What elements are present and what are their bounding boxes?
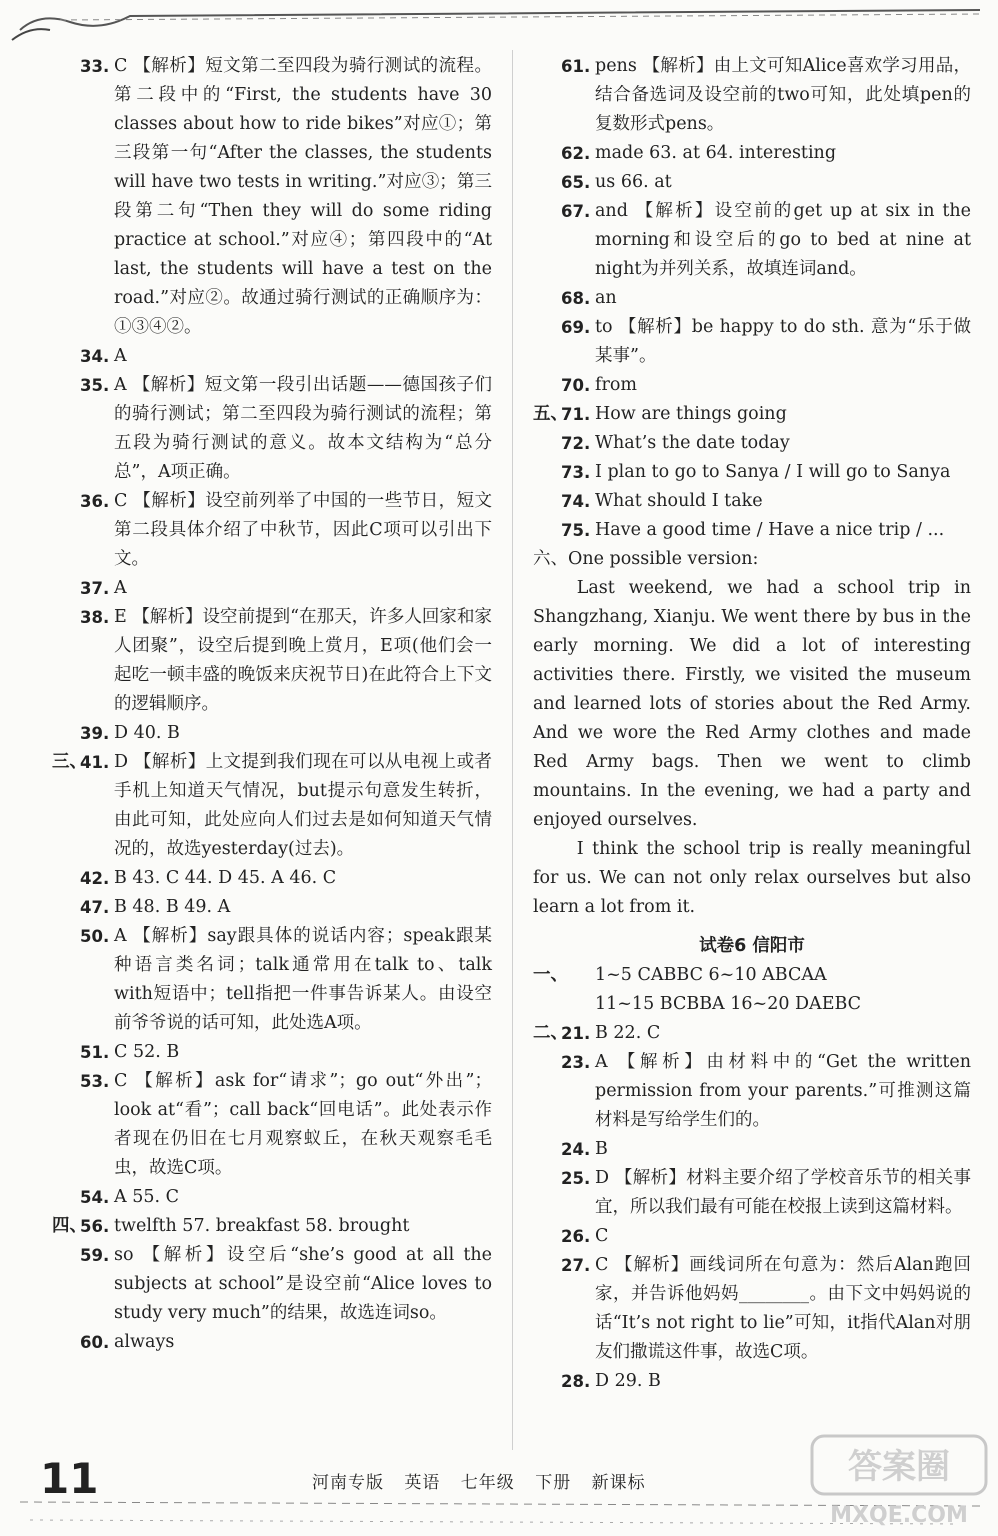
section-marker: 四、 [52, 1216, 87, 1236]
question-number: 72. [561, 434, 591, 453]
section-marker [52, 1241, 80, 1328]
question-number: 67. [561, 202, 591, 221]
answer-item [533, 1019, 971, 1048]
question-number: 51. [80, 1043, 110, 1062]
section-marker [52, 1038, 80, 1067]
section-marker [52, 893, 80, 922]
section-marker: 二、 [533, 1023, 568, 1043]
section-marker [52, 1067, 80, 1183]
question-number: 68. [561, 289, 591, 308]
section-marker [52, 342, 80, 371]
question-number: 28. [561, 1372, 591, 1391]
right-column [533, 52, 971, 1396]
answer-text: C 【解析】短文第二至四段为骑行测试的流程。第二段中的“First, the students have 30 classes about how to ride bikes”对应①；第三段第一句“After the classes, the students will have two tests in writing.”对应③；第三段第二句“Then they will do some riding practice at school.”对应④；第四段中的“At last, the students will have a test on the road.”对应②。故通过骑行测试的正确顺序为：①③④②。 [114, 56, 492, 337]
question-number: 27. [561, 1256, 591, 1275]
question-number: 70. [561, 376, 591, 395]
question-number: 71. [561, 405, 591, 424]
answer-text: E 【解析】设空前提到“在那天，许多人回家和家人团聚”，设空后提到晚上赏月，E项(他们会一起吃一顿丰盛的晚饭来庆祝节日)在此符合上下文的逻辑顺序。 [114, 607, 492, 714]
question-number: 62. [561, 144, 591, 163]
answer-item [533, 52, 971, 139]
answer-item [533, 1222, 971, 1251]
answer-item [533, 1048, 971, 1135]
section-marker [52, 1183, 80, 1212]
essay-label: 六、One possible version: [533, 549, 759, 569]
answer-item [533, 400, 971, 429]
question-number: 75. [561, 521, 591, 540]
answer-text: an [595, 288, 617, 308]
answer-text: C 52. B [114, 1042, 180, 1062]
section-marker [52, 864, 80, 893]
essay-paragraph: I think the school trip is really meaningful for us. We can not only relax ourselves but also learn a lot from it. [533, 839, 971, 917]
answer-text: A 55. C [114, 1187, 179, 1207]
answer-item [52, 864, 492, 893]
watermark-url: MXQE.COM [830, 1503, 968, 1528]
answer-item [533, 961, 971, 990]
question-number: 21. [561, 1024, 591, 1043]
question-number: 37. [80, 579, 110, 598]
answer-item [52, 574, 492, 603]
section-marker [533, 458, 561, 487]
answer-item [533, 139, 971, 168]
question-number: 36. [80, 492, 110, 511]
question-number: 61. [561, 57, 591, 76]
answer-text: from [595, 375, 637, 395]
answer-text: 1~5 CABBC 6~10 ABCAA [595, 965, 827, 985]
answer-item [52, 342, 492, 371]
answer-text: B [595, 1139, 608, 1159]
question-number: 53. [80, 1072, 110, 1091]
answer-item [52, 371, 492, 487]
section-marker [52, 719, 80, 748]
answer-text: C 【解析】设空前列举了中国的一些节日，短文第二段具体介绍了中秋节，因此C项可以引出下文。 [114, 491, 492, 569]
section-marker [533, 1135, 561, 1164]
answer-text: pens 【解析】由上文可知Alice喜欢学习用品，结合备选词及设空前的two可知，此处填pen的复数形式pens。 [595, 56, 971, 134]
page-number: 11 [40, 1454, 99, 1503]
section-marker [52, 574, 80, 603]
section-marker [52, 1328, 80, 1357]
question-number [561, 961, 595, 990]
watermark-text: 答案圈 [848, 1447, 950, 1487]
answer-item [533, 1251, 971, 1367]
question-number: 74. [561, 492, 591, 511]
answer-item [533, 1367, 971, 1396]
answer-item [52, 1067, 492, 1183]
section-marker [52, 603, 80, 719]
answer-text: 11~15 BCBBA 16~20 DAEBC [595, 994, 862, 1014]
answer-text: A 【解析】say跟具体的说话内容；speak跟某种语言类名词；talk通常用在talk to、talk with短语中；tell指把一件事告诉某人。由设空前爷爷说的话可知，此处选A项。 [114, 926, 492, 1033]
section-marker [533, 990, 561, 1019]
answer-item [52, 748, 492, 864]
question-number: 26. [561, 1227, 591, 1246]
answer-item [533, 429, 971, 458]
question-number: 35. [80, 376, 110, 395]
answer-item [533, 1135, 971, 1164]
section-marker [533, 139, 561, 168]
answer-item [533, 487, 971, 516]
section-marker: 五、 [533, 404, 568, 424]
section-marker [52, 52, 80, 342]
section-marker [52, 371, 80, 487]
section-marker [533, 197, 561, 284]
answer-text: What should I take [595, 491, 763, 511]
answer-item [533, 313, 971, 371]
answer-item [52, 52, 492, 342]
answer-text: C 【解析】画线词所在句意为：然后Alan跑回家，并告诉他妈妈________。由下文中妈妈说的话“It’s not right to lie”可知，it指代Alan对朋友们撒谎这件事，故选C项。 [595, 1255, 971, 1362]
answer-item [533, 516, 971, 545]
question-number: 56. [80, 1217, 110, 1236]
answer-text: so 【解析】设空后“she’s good at all the subjects at school”是设空前“Alice loves to study very much”的结果，故选连词so。 [114, 1245, 492, 1323]
answer-text: made 63. at 64. interesting [595, 143, 837, 163]
answer-text: always [114, 1332, 175, 1352]
question-number: 42. [80, 869, 110, 888]
section-marker [533, 429, 561, 458]
answer-text: Have a good time / Have a nice trip / ... [595, 520, 945, 540]
question-number: 34. [80, 347, 110, 366]
answer-text: D 29. B [595, 1371, 661, 1391]
section-marker [533, 1367, 561, 1396]
watermark-logo [806, 1432, 992, 1532]
section-marker [533, 487, 561, 516]
answer-item [533, 284, 971, 313]
answer-item [533, 371, 971, 400]
question-number: 60. [80, 1333, 110, 1352]
question-number: 38. [80, 608, 110, 627]
section-marker [533, 1164, 561, 1222]
question-number: 65. [561, 173, 591, 192]
question-number: 50. [80, 927, 110, 946]
answer-text: How are things going [595, 404, 787, 424]
answer-text: A [114, 346, 127, 366]
answer-item [52, 1038, 492, 1067]
answer-text: D 40. B [114, 723, 180, 743]
answer-text: A 【解析】短文第一段引出话题——德国孩子们的骑行测试；第二至四段为骑行测试的流程；第五段为骑行测试的意义。故本文结构为“总分总”，A项正确。 [114, 375, 492, 482]
section-marker [533, 1251, 561, 1367]
answer-item [52, 487, 492, 574]
section-marker [533, 313, 561, 371]
answer-text: B 48. B 49. A [114, 897, 231, 917]
answer-item [52, 1241, 492, 1328]
question-number: 24. [561, 1140, 591, 1159]
question-number: 54. [80, 1188, 110, 1207]
question-number: 47. [80, 898, 110, 917]
question-number: 39. [80, 724, 110, 743]
question-number: 33. [80, 57, 110, 76]
answer-item [533, 990, 971, 1019]
answer-text: to 【解析】be happy to do sth. 意为“乐于做某事”。 [595, 317, 971, 366]
answer-text: C [595, 1226, 609, 1246]
answer-item [52, 719, 492, 748]
answer-text: A 【解析】由材料中的“Get the written permission from your parents.”可推测这篇材料是写给学生们的。 [595, 1052, 971, 1130]
question-number: 23. [561, 1053, 591, 1072]
question-number: 41. [80, 753, 110, 772]
section-marker [52, 487, 80, 574]
test-heading: 试卷6 信阳市 [699, 936, 805, 956]
question-number: 69. [561, 318, 591, 337]
essay-paragraph: Last weekend, we had a school trip in Shangzhang, Xianju. We went there by bus in the early morning. We did a lot of interesting activities there. Firstly, we visited the museum and learned lots of stories about the Red Army. And we wore the Red Army clothes and made Red Army bags. Then we went to climb mountains. In the evening, we had a party and enjoyed ourselves. [533, 578, 971, 830]
answer-item [52, 1183, 492, 1212]
answer-text: D 【解析】材料主要介绍了学校音乐节的相关事宜，所以我们最有可能在校报上读到这篇材料。 [595, 1168, 971, 1217]
section-marker [533, 1222, 561, 1251]
answer-text: D 【解析】上文提到我们现在可以从电视上或者手机上知道天气情况，but提示句意发生转折，由此可知，此处应向人们过去是如何知道天气情况的，故选yesterday(过去)。 [114, 752, 492, 859]
question-number [561, 990, 595, 1019]
section-marker [533, 1048, 561, 1135]
answer-item [52, 922, 492, 1038]
answer-item [533, 458, 971, 487]
top-decorative-border [0, 0, 998, 46]
answer-item [533, 1164, 971, 1222]
answer-item [52, 1328, 492, 1357]
answer-text: I plan to go to Sanya / I will go to Sanya [595, 462, 951, 482]
footer-book-info: 河南专版 英语 七年级 下册 新课标 [312, 1473, 646, 1493]
section-marker: 三、 [52, 752, 87, 772]
section-marker [533, 516, 561, 545]
section-marker [533, 284, 561, 313]
answer-item [533, 197, 971, 284]
answer-text: and 【解析】设空前的get up at six in the morning和设空后的go to bed at nine at night为并列关系，故填连词and。 [595, 201, 971, 279]
question-number: 59. [80, 1246, 110, 1265]
answer-item [52, 1212, 492, 1241]
section-marker [533, 52, 561, 139]
answer-text: twelfth 57. breakfast 58. brought [114, 1216, 410, 1236]
section-marker [533, 168, 561, 197]
question-number: 25. [561, 1169, 591, 1188]
answer-text: C 【解析】ask for“请求”；go out“外出”；look at“看”；call back“回电话”。此处表示作者现在仍旧在七月观察蚁丘，在秋天观察毛毛虫，故选C项。 [114, 1071, 492, 1178]
answer-text: A [114, 578, 127, 598]
left-column [52, 52, 492, 1357]
answer-item [533, 168, 971, 197]
answer-text: What’s the date today [595, 433, 790, 453]
section-marker [52, 922, 80, 1038]
answer-text: B 43. C 44. D 45. A 46. C [114, 868, 337, 888]
section-marker [533, 371, 561, 400]
answer-item [52, 603, 492, 719]
question-number: 73. [561, 463, 591, 482]
column-divider [512, 50, 513, 1450]
section-marker: 一、 [533, 965, 568, 985]
answer-item [52, 893, 492, 922]
answer-text: B 22. C [595, 1023, 661, 1043]
answer-text: us 66. at [595, 172, 672, 192]
